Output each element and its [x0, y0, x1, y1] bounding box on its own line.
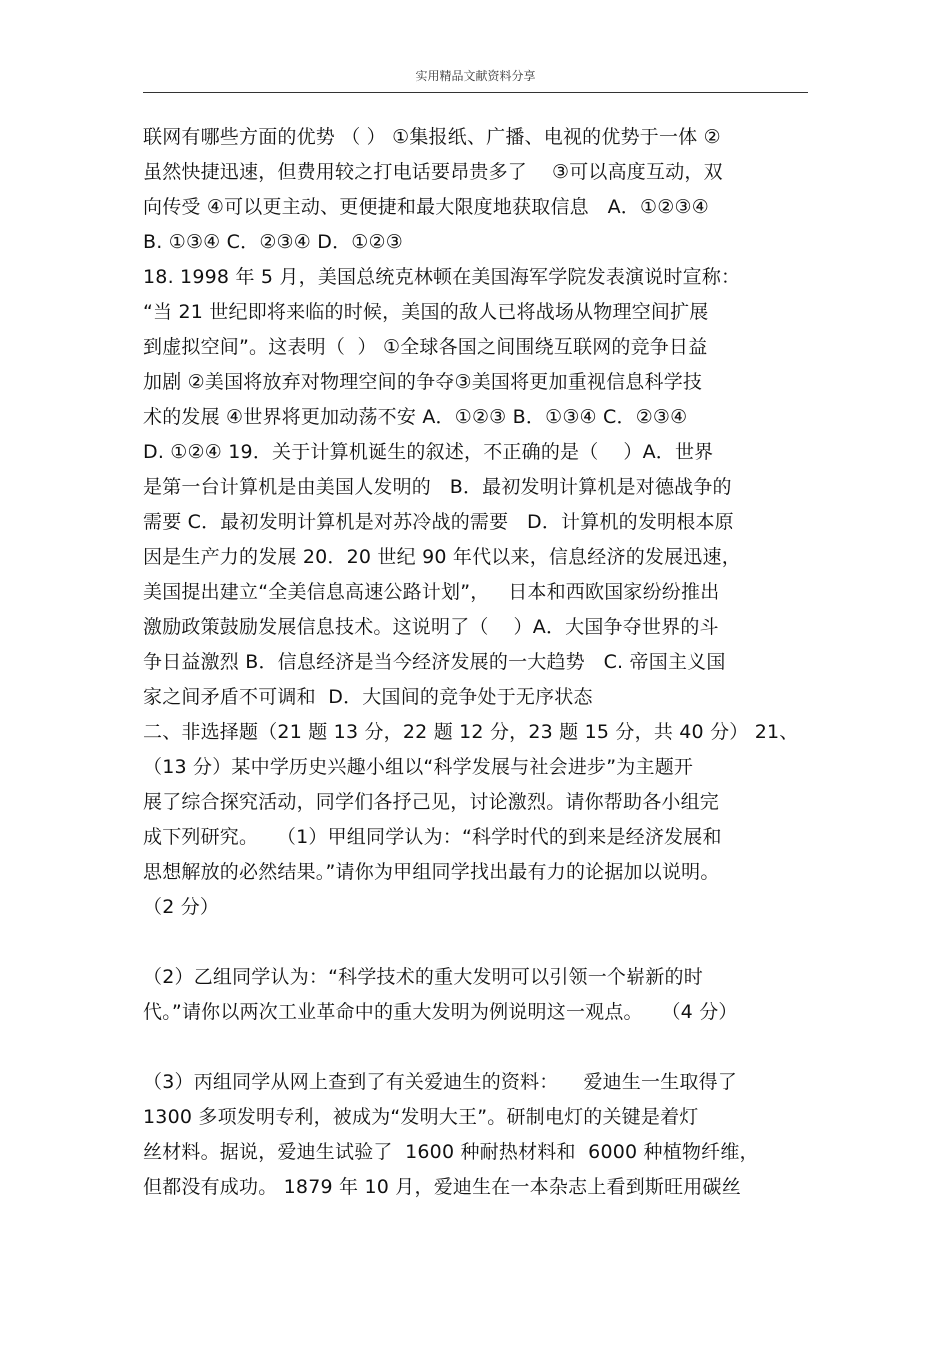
question-18-line: 18. 1998 年 5 月，美国总统克林顿在美国海军学院发表演说时宣称： [143, 266, 741, 288]
text-line: 1300 多项发明专利，被成为“发明大王”。研制电灯的关键是着灯 [143, 1106, 699, 1128]
text-line: 成下列研究。 （1）甲组同学认为：“科学时代的到来是经济发展和 [143, 826, 722, 848]
text-line: 思想解放的必然结果。”请你为甲组同学找出最有力的论据加以说明。 [143, 861, 720, 883]
text-line: 术的发展 ④世界将更加动荡不安 A．①②③ B．①③④ C．②③④ [143, 406, 688, 428]
text-line: （2）乙组同学认为：“科学技术的重大发明可以引领一个崭新的时 [143, 966, 703, 988]
text-line: 虽然快捷迅速，但费用较之打电话要昂贵多了 ③可以高度互动，双 [143, 161, 723, 183]
text-line: 丝材料。据说，爱迪生试验了 1600 种耐热材料和 6000 种植物纤维， [143, 1141, 759, 1163]
text-line: 争日益激烈 B．信息经济是当今经济发展的一大趋势 C. 帝国主义国 [143, 651, 726, 673]
text-line: 但都没有成功。 1879 年 10 月，爱迪生在一本杂志上看到斯旺用碳丝 [143, 1176, 741, 1198]
text-line: 美国提出建立“全美信息高速公路计划”， 日本和西欧国家纷纷推出 [143, 581, 720, 603]
text-line: （3）丙组同学从网上查到了有关爱迪生的资料： 爱迪生一生取得了 [143, 1071, 738, 1093]
text-line: 激励政策鼓励发展信息技术。这说明了（ ）A．大国争夺世界的斗 [143, 616, 719, 638]
page-header [143, 64, 808, 93]
text-line: “当 21 世纪即将来临的时候，美国的敌人已将战场从物理空间扩展 [143, 301, 709, 323]
text-line: 向传受 ④可以更主动、更便捷和最大限度地获取信息 A．①②③④ [143, 196, 709, 218]
blank-line [143, 925, 823, 960]
text-line: B. ①③④ C．②③④ D．①②③ [143, 231, 403, 253]
text-line: 是第一台计算机是由美国人发明的 B．最初发明计算机是对德战争的 [143, 476, 732, 498]
question-20-line: 因是生产力的发展 20．20 世纪 90 年代以来，信息经济的发展迅速， [143, 546, 741, 568]
text-line: 需要 C．最初发明计算机是对苏冷战的需要 D．计算机的发明根本原 [143, 511, 734, 533]
text-line: 家之间矛盾不可调和 D．大国间的竞争处于无序状态 [143, 686, 593, 708]
text-line: 到虚拟空间”。这表明（ ） ①全球各国之间围绕互联网的竞争日益 [143, 336, 708, 358]
text-line: （13 分）某中学历史兴趣小组以“科学发展与社会进步”为主题开 [143, 756, 694, 778]
text-line: 代。”请你以两次工业革命中的重大发明为例说明这一观点。 （4 分） [143, 1001, 738, 1023]
blank-line [143, 1030, 823, 1065]
document-body [143, 120, 823, 1205]
section-heading-line: 二、非选择题（21 题 13 分，22 题 12 分，23 题 15 分，共 40 分） 21、 [143, 721, 799, 743]
text-line: 加剧 ②美国将放弃对物理空间的争夺③美国将更加重视信息科学技 [143, 371, 703, 393]
text-line: 展了综合探究活动，同学们各抒己见，讨论激烈。请你帮助各小组完 [143, 791, 720, 813]
header-title: 实用精品文献资料分享 [415, 69, 536, 83]
text-line: 联网有哪些方面的优势 （ ） ①集报纸、广播、电视的优势于一体 ② [143, 126, 721, 148]
question-19-line: D. ①②④ 19．关于计算机诞生的叙述，不正确的是（ ）A．世界 [143, 441, 714, 463]
text-line: （2 分） [143, 896, 220, 918]
